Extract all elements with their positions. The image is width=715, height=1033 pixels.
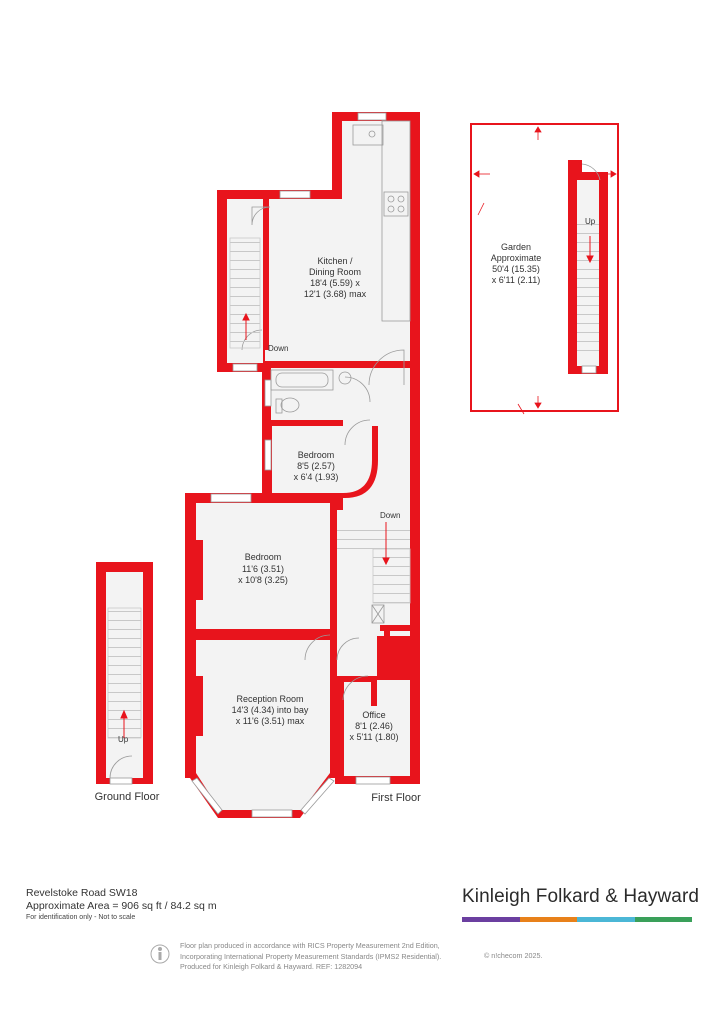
identification-note: For identification only - Not to scale	[26, 914, 136, 921]
office-name: Office	[362, 710, 386, 720]
stair-label-down-landing: Down	[380, 511, 401, 520]
stair-label-up-ground: Up	[118, 735, 129, 744]
bedroom-large-dim-2: x 10'8 (3.25)	[238, 575, 288, 585]
kitchen-dim-2: 12'1 (3.68) max	[303, 289, 367, 299]
ground-floor-plan	[96, 562, 153, 784]
bedroom-small-dim-2: x 6'4 (1.93)	[293, 472, 339, 482]
garden-name-1: Garden	[500, 242, 532, 252]
property-address: Revelstoke Road SW18	[26, 887, 138, 899]
reception-dim-2: x 11'6 (3.51) max	[235, 716, 305, 726]
approximate-area: Approximate Area = 906 sq ft / 84.2 sq m	[26, 900, 217, 912]
copyright: © n!checom 2025.	[484, 951, 543, 960]
first-floor-label: First Floor	[371, 792, 421, 804]
bedroom-large-dim-1: 11'6 (3.51)	[241, 564, 285, 574]
garden-dim-1: 50'4 (15.35)	[492, 264, 540, 274]
credit-line-2: Incorporating International Property Measurement Standards (IPMS2 Residential).	[180, 951, 442, 961]
kitchen-name-1: Kitchen /	[317, 256, 353, 266]
stair-label-up-garden: Up	[585, 217, 596, 226]
kitchen-name-2: Dining Room	[308, 267, 362, 277]
person-icon	[150, 941, 170, 967]
brand-bar-blue	[577, 917, 635, 922]
reception-dim-1: 14'3 (4.34) into bay	[231, 705, 309, 715]
office-dim-1: 8'1 (2.46)	[355, 721, 393, 731]
agent-brand-bar	[462, 917, 692, 922]
agent-logo-text: Kinleigh Folkard & Hayward	[462, 886, 700, 907]
brand-bar-green	[635, 917, 693, 922]
credit-line-3: Produced for Kinleigh Folkard & Hayward. REF: 1282094	[180, 962, 363, 971]
garden-dim-2: x 6'11 (2.11)	[491, 275, 541, 285]
office-dim-2: x 5'11 (1.80)	[349, 732, 399, 742]
bedroom-small-dim-1: 8'5 (2.57)	[297, 461, 335, 471]
reception-name: Reception Room	[236, 694, 304, 704]
stair-label-down-kitchen: Down	[268, 344, 289, 353]
kitchen-dim-1: 18'4 (5.59) x	[310, 278, 360, 288]
bedroom-large-name: Bedroom	[244, 552, 282, 562]
ground-floor-label: Ground Floor	[94, 791, 160, 803]
garden-name-2: Approximate	[490, 253, 542, 263]
credit-line-1: Floor plan produced in accordance with RICS Property Measurement 2nd Edition,	[180, 941, 440, 950]
brand-bar-orange	[520, 917, 578, 922]
bedroom-small-name: Bedroom	[297, 450, 335, 460]
brand-bar-purple	[462, 917, 520, 922]
kitchen-window	[358, 113, 386, 120]
